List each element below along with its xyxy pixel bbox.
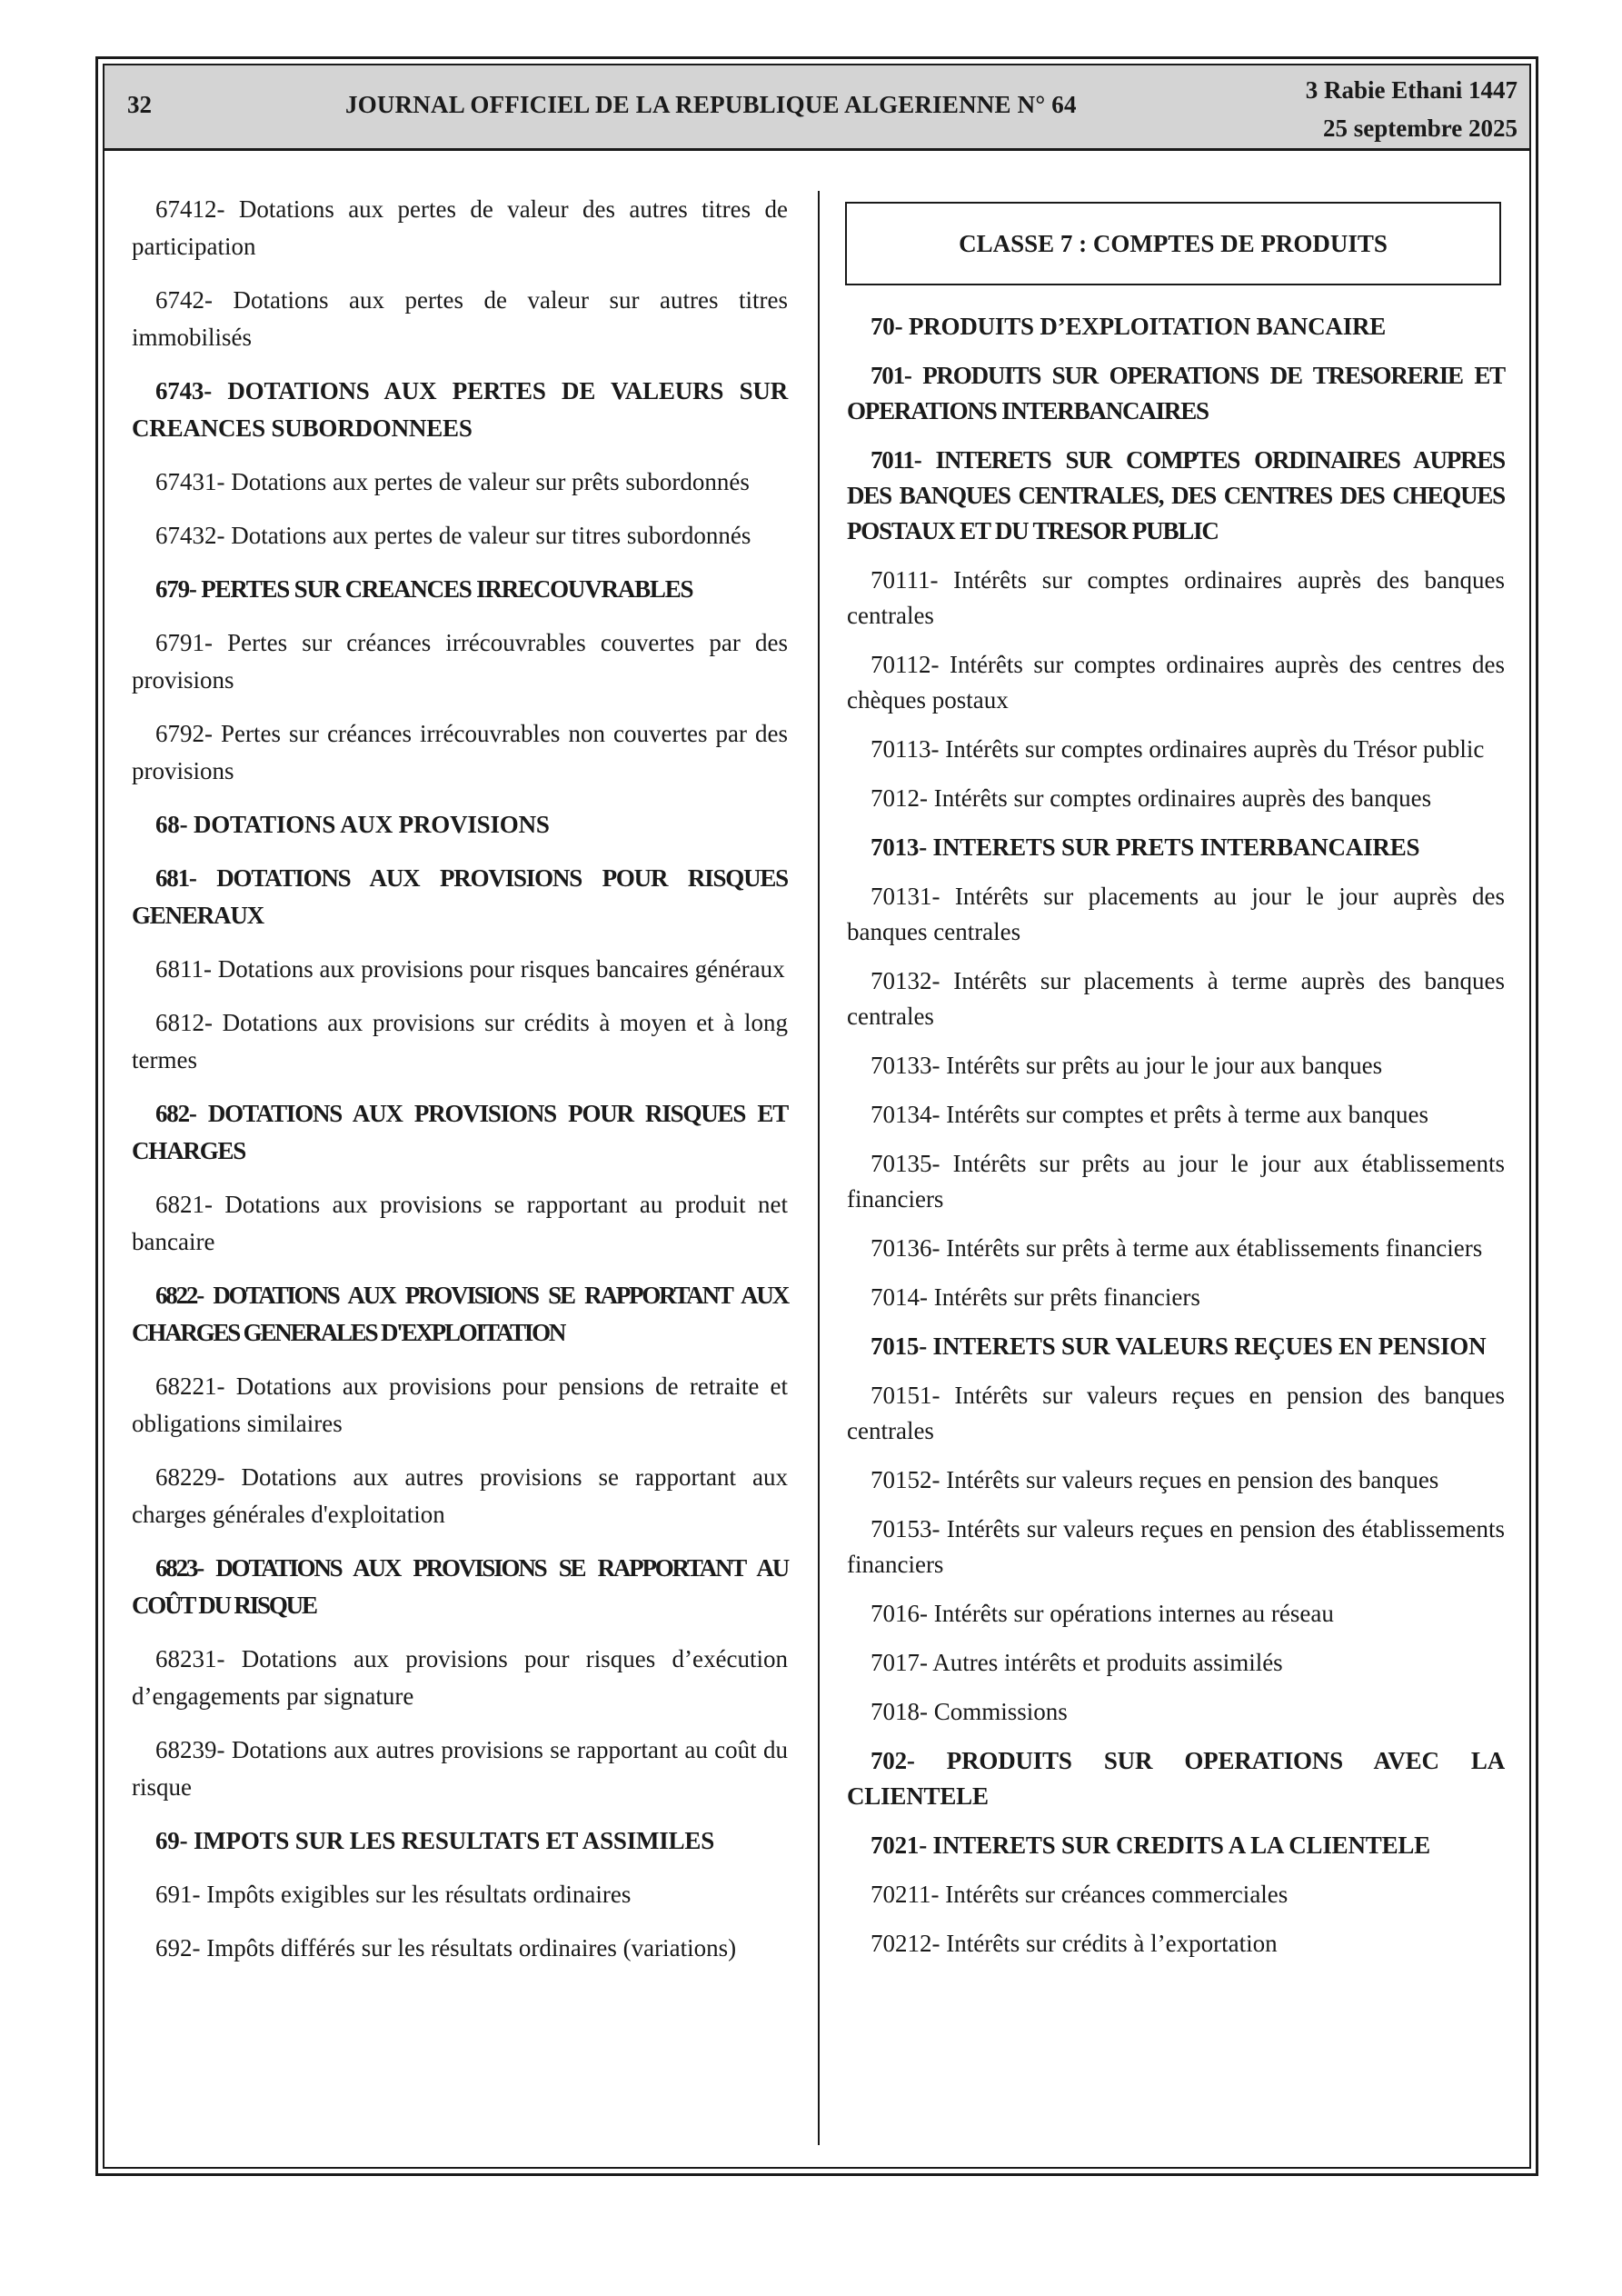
account-entry: 7017- Autres intérêts et produits assimilés	[871, 1649, 1283, 1676]
account-entry: 70132- Intérêts sur placements à terme auprès des banques centrales	[847, 967, 1505, 1030]
account-entry: 70131- Intérêts sur placements au jour le jour auprès des banques centrales	[847, 883, 1505, 945]
account-heading: 6822- DOTATIONS AUX PROVISIONS SE RAPPORTANT AUX CHARGES GENERALES D'EXPLOITATION	[132, 1282, 788, 1346]
account-heading: 7011- INTERETS SUR COMPTES ORDINAIRES AUPRES DES BANQUES CENTRALES, DES CENTRES DES CHEQUES POSTAUX ET DU TRESOR PUBLIC	[847, 446, 1505, 544]
account-heading: 701- PRODUITS SUR OPERATIONS DE TRESORERIE ET OPERATIONS INTERBANCAIRES	[847, 362, 1505, 424]
account-heading: 69- IMPOTS SUR LES RESULTATS ET ASSIMILES	[155, 1827, 715, 1854]
account-heading: 7015- INTERETS SUR VALEURS REÇUES EN PENSION	[871, 1333, 1487, 1360]
account-entry: 6811- Dotations aux provisions pour risques bancaires généraux	[155, 955, 785, 983]
account-entry: 7014- Intérêts sur prêts financiers	[871, 1283, 1200, 1311]
account-entry: 7018- Commissions	[871, 1698, 1068, 1725]
account-entry: 70136- Intérêts sur prêts à terme aux établissements financiers	[871, 1234, 1483, 1262]
account-heading: 7013- INTERETS SUR PRETS INTERBANCAIRES	[871, 834, 1420, 861]
account-entry: 70134- Intérêts sur comptes et prêts à terme aux banques	[871, 1101, 1429, 1128]
account-entry: 68239- Dotations aux autres provisions se rapportant au coût du risque	[132, 1736, 788, 1801]
account-entry: 68231- Dotations aux provisions pour risques d’exécution d’engagements par signature	[132, 1645, 788, 1710]
account-entry: 70113- Intérêts sur comptes ordinaires auprès du Trésor public	[871, 735, 1485, 763]
account-heading: 7021- INTERETS SUR CREDITS A LA CLIENTELE	[871, 1832, 1430, 1859]
class-heading-box: CLASSE 7 : COMPTES DE PRODUITS	[845, 202, 1501, 285]
account-entry: 67431- Dotations aux pertes de valeur sur prêts subordonnés	[155, 468, 750, 495]
account-entry: 692- Impôts différés sur les résultats ordinaires (variations)	[155, 1934, 737, 1962]
left-column	[132, 191, 788, 1983]
right-column	[847, 198, 1505, 1975]
account-entry: 67412- Dotations aux pertes de valeur des autres titres de participation	[132, 195, 788, 260]
account-entry: 67432- Dotations aux pertes de valeur sur titres subordonnés	[155, 522, 751, 549]
account-heading: 6743- DOTATIONS AUX PERTES DE VALEURS SUR CREANCES SUBORDONNEES	[132, 377, 788, 442]
account-entry: 70153- Intérêts sur valeurs reçues en pension des établissements financiers	[847, 1515, 1505, 1578]
account-entry: 7016- Intérêts sur opérations internes au réseau	[871, 1600, 1334, 1627]
account-entry: 7012- Intérêts sur comptes ordinaires auprès des banques	[871, 784, 1432, 812]
account-entry: 6742- Dotations aux pertes de valeur sur autres titres immobilisés	[132, 286, 788, 351]
account-entry: 68229- Dotations aux autres provisions se rapportant aux charges générales d'exploitation	[132, 1463, 788, 1528]
account-entry: 6812- Dotations aux provisions sur crédits à moyen et à long termes	[132, 1009, 788, 1073]
account-entry: 70135- Intérêts sur prêts au jour le jour aux établissements financiers	[847, 1150, 1505, 1213]
account-heading: 679- PERTES SUR CREANCES IRRECOUVRABLES	[155, 575, 693, 603]
account-entry: 70211- Intérêts sur créances commerciales	[871, 1881, 1289, 1908]
account-entry: 68221- Dotations aux provisions pour pensions de retraite et obligations similaires	[132, 1373, 788, 1437]
date-gregorian: 25 septembre 2025	[1323, 115, 1518, 142]
account-entry: 70151- Intérêts sur valeurs reçues en pension des banques centrales	[847, 1382, 1505, 1444]
page-number: 32	[127, 91, 152, 118]
journal-title: JOURNAL OFFICIEL DE LA REPUBLIQUE ALGERIENNE N° 64	[345, 91, 1077, 118]
account-entry: 6791- Pertes sur créances irrécouvrables couvertes par des provisions	[132, 629, 788, 694]
account-entry: 70152- Intérêts sur valeurs reçues en pension des banques	[871, 1466, 1439, 1493]
account-entry: 70112- Intérêts sur comptes ordinaires auprès des centres des chèques postaux	[847, 651, 1505, 714]
account-heading: 682- DOTATIONS AUX PROVISIONS POUR RISQUES ET CHARGES	[132, 1100, 788, 1164]
account-heading: 681- DOTATIONS AUX PROVISIONS POUR RISQUES GENERAUX	[132, 864, 788, 929]
account-entry: 70111- Intérêts sur comptes ordinaires auprès des banques centrales	[847, 566, 1505, 629]
account-heading: 68- DOTATIONS AUX PROVISIONS	[155, 811, 550, 838]
column-divider	[818, 191, 820, 2145]
issue-date	[1306, 71, 1518, 147]
account-heading: 702- PRODUITS SUR OPERATIONS AVEC LA CLIENTELE	[847, 1747, 1505, 1810]
account-entry: 6792- Pertes sur créances irrécouvrables non couvertes par des provisions	[132, 720, 788, 784]
account-heading: 6823- DOTATIONS AUX PROVISIONS SE RAPPORTANT AU COÛT DU RISQUE	[132, 1554, 788, 1619]
account-entry: 70212- Intérêts sur crédits à l’exportation	[871, 1930, 1278, 1957]
account-heading: 70- PRODUITS D’EXPLOITATION BANCAIRE	[871, 313, 1387, 340]
account-entry: 691- Impôts exigibles sur les résultats ordinaires	[155, 1881, 632, 1908]
account-entry: 6821- Dotations aux provisions se rapportant au produit net bancaire	[132, 1191, 788, 1255]
account-entry: 70133- Intérêts sur prêts au jour le jour aux banques	[871, 1052, 1383, 1079]
date-hijri: 3 Rabie Ethani 1447	[1305, 76, 1518, 104]
